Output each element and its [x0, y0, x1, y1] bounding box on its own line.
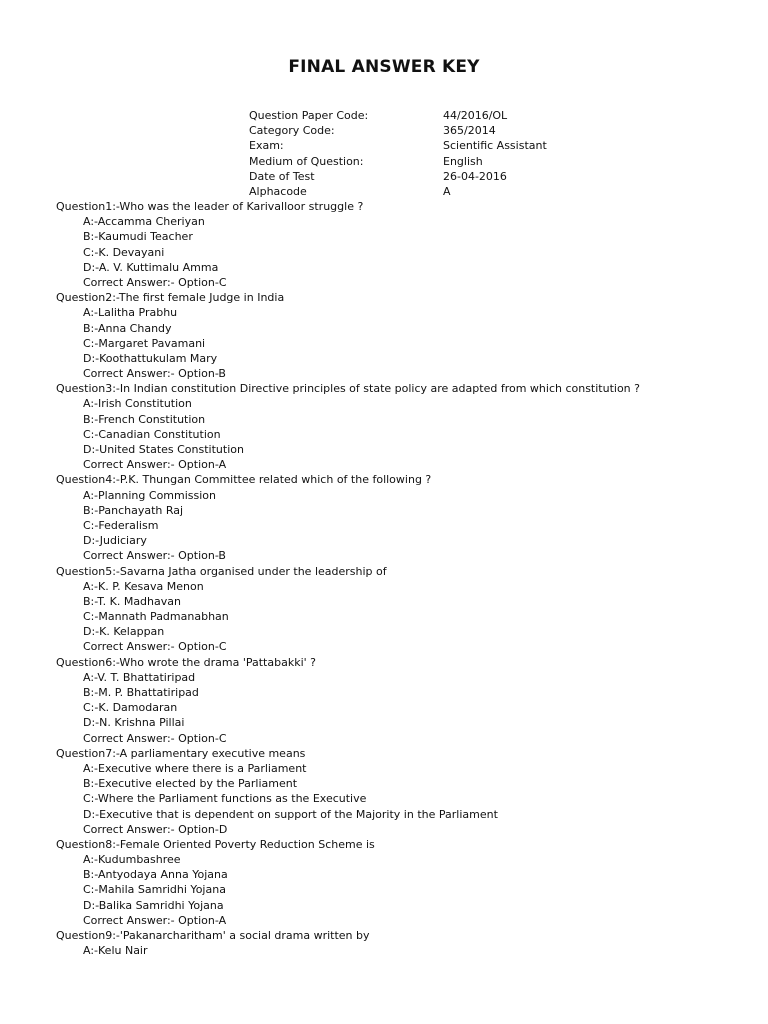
page-title: FINAL ANSWER KEY — [288, 57, 480, 77]
correct-answer: Correct Answer:- Option-B — [83, 549, 226, 563]
option-d: D:-United States Constitution — [83, 443, 244, 456]
correct-answer: Correct Answer:- Option-C — [83, 640, 227, 654]
option-d: D:-Koothattukulam Mary — [83, 351, 218, 365]
meta-value: English — [443, 154, 483, 168]
option-a: A:-Lalitha Prabhu — [83, 306, 178, 320]
option-c: C:-Mahila Samridhi Yojana — [83, 883, 226, 897]
question-text: Question3:-In Indian constitution Directive principles of state policy are adapted from which constitution ? — [56, 382, 640, 396]
question-block — [56, 381, 756, 472]
question-text: Question7:-A parliamentary executive means — [56, 746, 306, 760]
question-text: Question4:-P.K. Thungan Committee related which of the following ? — [56, 473, 432, 487]
option-b: B:-Anna Chandy — [83, 321, 172, 335]
question-block — [56, 746, 756, 837]
question-text: Question8:-Female Oriented Poverty Reduction Scheme is — [56, 837, 375, 851]
question-text: Question6:-Who wrote the drama 'Pattabakki' ? — [56, 655, 316, 669]
meta-value: A — [443, 184, 451, 198]
option-a: A:-Accamma Cheriyan — [83, 215, 205, 229]
correct-answer: Correct Answer:- Option-A — [83, 458, 227, 472]
correct-answer: Correct Answer:- Option-D — [83, 822, 228, 836]
option-d: D:-Judiciary — [83, 534, 147, 548]
exam-details — [249, 108, 547, 199]
option-d: D:-Balika Samridhi Yojana — [83, 898, 224, 912]
option-a: A:-Kudumbashree — [83, 853, 181, 867]
meta-value: 365/2014 — [443, 124, 496, 138]
option-a: A:-Irish Constitution — [83, 397, 192, 411]
question-text: Question2:-The first female Judge in India — [56, 291, 285, 305]
option-c: C:-Mannath Padmanabhan — [83, 610, 229, 624]
correct-answer: Correct Answer:- Option-A — [83, 913, 227, 927]
question-text: Question9:-'Pakanarcharitham' a social drama written by — [56, 929, 370, 942]
meta-label: Category Code: — [249, 124, 335, 138]
meta-label: Medium of Question: — [249, 154, 364, 168]
option-b: B:-Antyodaya Anna Yojana — [83, 868, 228, 882]
correct-answer: Correct Answer:- Option-C — [83, 731, 227, 745]
correct-answer: Correct Answer:- Option-C — [83, 275, 227, 289]
option-c: C:-K. Damodaran — [83, 701, 178, 715]
question-block — [56, 290, 756, 381]
option-c: C:-K. Devayani — [83, 245, 165, 259]
option-c: C:-Where the Parliament functions as the Executive — [83, 792, 367, 806]
meta-value: 26-04-2016 — [443, 169, 507, 183]
meta-row-exam — [249, 138, 547, 153]
question-block — [56, 199, 756, 290]
option-b: B:-French Constitution — [83, 412, 206, 426]
question-block — [56, 837, 756, 928]
meta-label: Alphacode — [249, 184, 307, 198]
question-block — [56, 472, 756, 563]
meta-row-category-code — [249, 123, 547, 138]
meta-value: Scientific Assistant — [443, 139, 547, 153]
option-b: B:-M. P. Bhattatiripad — [83, 686, 199, 699]
meta-value: 44/2016/OL — [443, 109, 508, 122]
option-b: B:-Panchayath Raj — [83, 503, 184, 517]
meta-row-medium — [249, 154, 547, 169]
question-block — [56, 928, 756, 958]
option-b: B:-T. K. Madhavan — [83, 594, 181, 608]
meta-row-alphacode — [249, 184, 547, 199]
option-d: D:-Executive that is dependent on support of the Majority in the Parliament — [83, 807, 498, 821]
question-block — [56, 564, 756, 655]
question-text: Question5:-Savarna Jatha organised under the leadership of — [56, 564, 387, 578]
meta-row-date — [249, 169, 547, 184]
option-a: A:-Kelu Nair — [83, 944, 148, 958]
correct-answer: Correct Answer:- Option-B — [83, 367, 226, 381]
meta-label: Exam: — [249, 139, 284, 153]
meta-row-paper-code — [249, 108, 547, 123]
option-c: C:-Federalism — [83, 518, 159, 532]
meta-label: Question Paper Code: — [249, 109, 369, 122]
option-c: C:-Margaret Pavamani — [83, 336, 206, 350]
option-d: D:-K. Kelappan — [83, 625, 165, 639]
question-block — [56, 655, 756, 746]
option-a: A:-Executive where there is a Parliament — [83, 761, 307, 775]
option-a: A:-K. P. Kesava Menon — [83, 579, 204, 593]
option-d: D:-A. V. Kuttimalu Amma — [83, 260, 219, 274]
question-list — [56, 199, 756, 958]
option-a: A:-V. T. Bhattatiripad — [83, 670, 196, 684]
question-text: Question1:-Who was the leader of Karivalloor struggle ? — [56, 200, 364, 213]
option-c: C:-Canadian Constitution — [83, 427, 221, 441]
option-b: B:-Executive elected by the Parliament — [83, 777, 298, 791]
option-a: A:-Planning Commission — [83, 488, 217, 502]
option-b: B:-Kaumudi Teacher — [83, 230, 193, 244]
option-d: D:-N. Krishna Pillai — [83, 716, 185, 730]
meta-label: Date of Test — [249, 169, 315, 183]
